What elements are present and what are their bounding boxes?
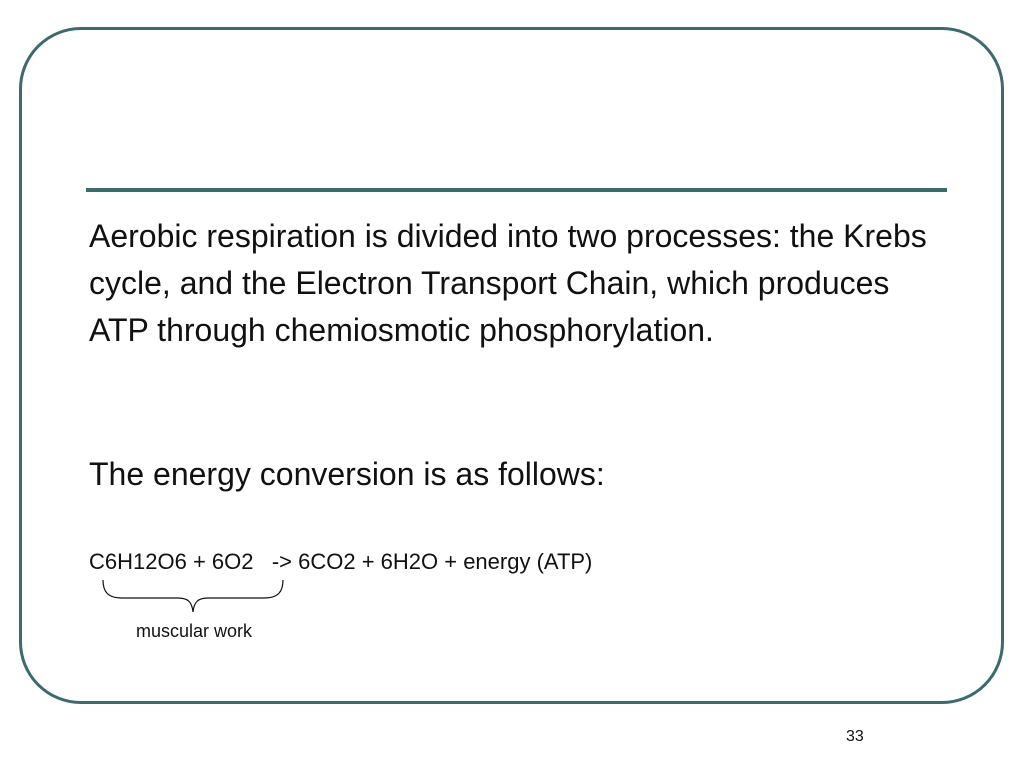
conversion-heading: The energy conversion is as follows: bbox=[89, 456, 605, 492]
title-divider bbox=[86, 188, 947, 192]
chemical-equation: C6H12O6 + 6O2 -> 6CO2 + 6H2O + energy (ATP) bbox=[89, 549, 593, 574]
curly-brace-icon bbox=[100, 578, 286, 614]
body-paragraph: Aerobic respiration is divided into two processes: the Krebs cycle, and the Electron Transport Chain, which produces ATP through chemiosmotic phosphorylation. bbox=[89, 218, 927, 348]
page-number: 33 bbox=[846, 728, 864, 745]
brace-label: muscular work bbox=[136, 621, 253, 641]
